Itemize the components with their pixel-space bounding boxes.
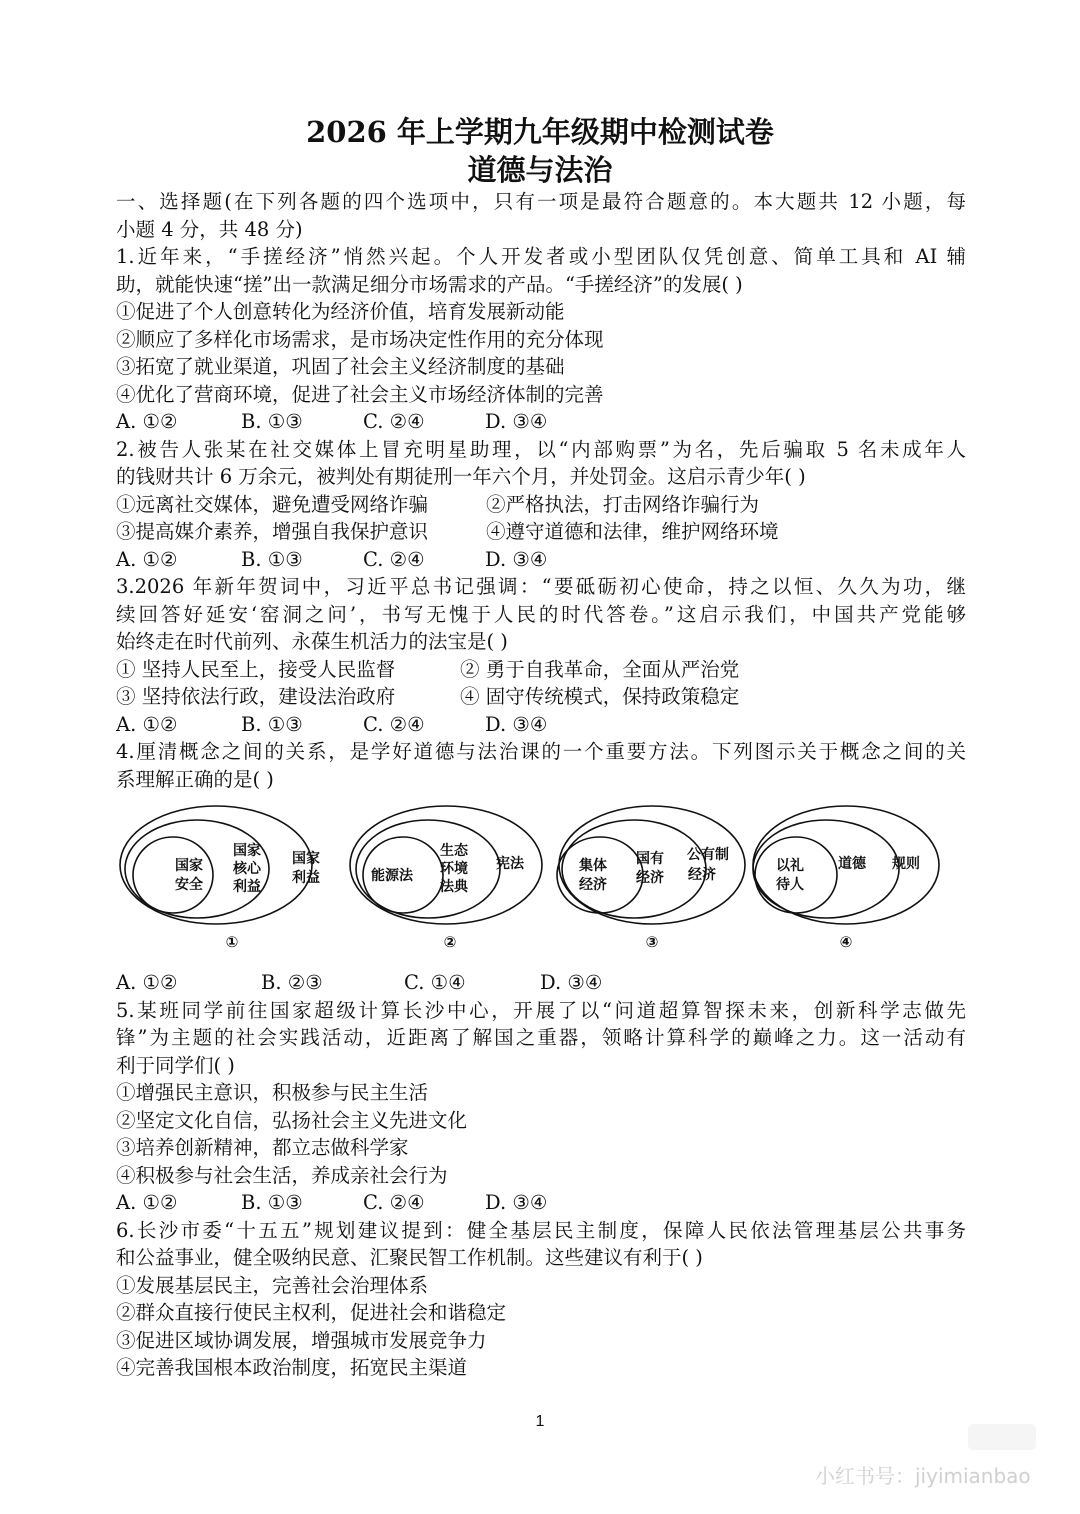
q6-stem-line1: 6.长沙市委“十五五”规划建议提到：健全基层民主制度，保障人民依法管理基层公共事务 [116, 1218, 966, 1242]
q4-option-c: C. ①④ [404, 971, 466, 994]
q4-stem-line2: 系理解正确的是( ) [116, 767, 274, 791]
diagram-2-inner-label-1: 能源法 [371, 868, 413, 884]
q3-statement-3: ③ 坚持依法行政，建设法治政府 [116, 685, 396, 708]
diagram-1-middle-label-2: 核心 [233, 861, 261, 877]
page-number: 1 [535, 1413, 545, 1430]
diagram-2-outer-label-1: 宪法 [496, 856, 524, 872]
q3-stem-line1: 3.2026 年新年贺词中，习近平总书记强调：“要砥砺初心使命，持之以恒、久久为功，继 [116, 575, 966, 598]
diagram-4-number: ④ [839, 933, 853, 951]
diagram-4-middle-ellipse [753, 820, 899, 918]
watermark: 小红书号：jiyimianbao [815, 1464, 1031, 1488]
q2-option-d: D. ③④ [485, 547, 548, 571]
diagram-3-inner-label-2: 经济 [579, 877, 607, 893]
q4-option-a: A. ①② [116, 971, 178, 994]
q5-statement-4: ④积极参与社会生活，养成亲社会行为 [116, 1163, 448, 1187]
q4-stem-line1: 4.厘清概念之间的关系，是学好道德与法治课的一个重要方法。下列图示关于概念之间的关 [116, 740, 966, 763]
q3-stem-line3: 始终走在时代前列、永葆生机活力的法宝是( ) [116, 630, 508, 653]
q1-option-d: D. ③④ [485, 410, 548, 433]
diagram-2 [350, 806, 542, 951]
q4-option-d: D. ③④ [540, 971, 603, 994]
q5-options [116, 1189, 966, 1217]
q5-option-a: A. ①② [116, 1191, 178, 1214]
q2-statement-2: ②严格执法，打击网络诈骗行为 [486, 492, 760, 516]
diagram-4-inner-label-1: 以礼 [776, 858, 804, 874]
diagram-2-middle-label-3: 法典 [440, 879, 468, 895]
diagram-1-middle-label-3: 利益 [233, 879, 261, 895]
section-instruction-line1: 一、选择题(在下列各题的四个选项中，只有一项是最符合题意的。本大题共 12 小题，每 [116, 190, 966, 213]
q5-statement-2: ②坚定文化自信，弘扬社会主义先进文化 [116, 1108, 468, 1132]
q2-options [116, 546, 966, 574]
q2-option-a: A. ①② [116, 547, 178, 571]
q6-statement-3: ③促进区域协调发展，增强城市发展竞争力 [116, 1328, 487, 1352]
q5-stem-line2: 锋”为主题的社会实践活动，近距离了解国之重器，领略计算科学的巅峰之力。这一活动有 [116, 1026, 966, 1049]
q3-stem-line2: 续回答好延安‘窑洞之问’，书写无愧于人民的时代答卷。”这启示我们，中国共产党能够 [116, 602, 966, 626]
diagram-1-outer-label-1: 国家 [292, 851, 320, 867]
section-instruction-line2: 小题 4 分，共 48 分) [116, 217, 303, 241]
subject-title: 道德与法治 [467, 153, 613, 187]
q3-options [116, 711, 966, 739]
q1-options [116, 408, 966, 436]
q1-stem-line1: 1.近年来，“手搓经济”悄然兴起。个人开发者或小型团队仅凭创意、简单工具和 AI 辅 [116, 245, 966, 268]
q3-option-a: A. ①② [116, 712, 178, 736]
diagram-1 [120, 806, 320, 951]
diagram-4-middle-label-1: 道德 [838, 856, 866, 872]
q2-statement-4: ④遵守道德和法律，维护网络环境 [486, 520, 779, 543]
q1-option-a: A. ①② [116, 410, 178, 433]
diagram-1-outer-label-2: 利益 [292, 870, 320, 886]
q5-option-c: C. ②④ [363, 1191, 425, 1214]
q1-statement-2: ②顺应了多样化市场需求，是市场决定性作用的充分体现 [116, 327, 604, 351]
watermark-logo-box [968, 1424, 1036, 1450]
q3-option-c: C. ②④ [363, 712, 425, 736]
diagram-1-number: ① [225, 933, 239, 951]
q4-option-b: B. ②③ [261, 971, 323, 994]
q1-stem-line2: 助，就能快速“搓”出一款满足细分市场需求的产品。“手搓经济”的发展( ) [116, 272, 743, 296]
q3-statement-2: ② 勇于自我革命，全面从严治党 [460, 657, 740, 681]
q5-stem-line1: 5.某班同学前往国家超级计算长沙中心，开展了以“问道超算智探未来，创新科学志做先 [116, 998, 966, 1022]
q2-option-c: C. ②④ [363, 547, 425, 571]
diagram-3-inner-ellipse [557, 837, 643, 913]
q1-option-c: C. ②④ [363, 410, 425, 433]
diagram-3-middle-label-1: 国有 [636, 851, 664, 867]
diagram-4-inner-ellipse [755, 837, 837, 913]
q2-statement-1: ①远离社交媒体，避免遭受网络诈骗 [116, 492, 429, 516]
q1-statement-1: ①促进了个人创意转化为经济价值，培育发展新动能 [116, 300, 565, 323]
q2-statements-row2 [116, 518, 966, 546]
q3-option-b: B. ①③ [241, 712, 303, 736]
diagram-4-outer-label-1: 规则 [892, 856, 920, 872]
q1-statement-3: ③拓宽了就业渠道，巩固了社会主义经济制度的基础 [116, 355, 565, 378]
diagram-2-middle-label-2: 环境 [440, 861, 468, 877]
q5-statement-1: ①增强民主意识，积极参与民主生活 [116, 1081, 429, 1104]
q6-statement-4: ④完善我国根本政治制度，拓宽民主渠道 [116, 1356, 468, 1379]
diagram-2-number: ② [443, 933, 457, 951]
exam-body [116, 188, 966, 1382]
q1-statement-4: ④优化了营商环境，促进了社会主义市场经济体制的完善 [116, 382, 604, 406]
q3-statement-1: ① 坚持人民至上，接受人民监督 [116, 657, 396, 681]
diagram-1-inner-label-1: 国家 [175, 858, 203, 874]
diagram-3-outer-label-2: 经济 [688, 867, 716, 883]
diagram-3-middle-label-2: 经济 [636, 870, 664, 886]
q4-options [116, 969, 966, 997]
q6-stem-line2: 和公益事业，健全吸纳民意、汇聚民智工作机制。这些建议有利于( ) [116, 1246, 703, 1269]
diagram-1-inner-label-2: 安全 [175, 877, 203, 893]
diagram-3-outer-label-1: 公有制 [687, 847, 729, 863]
q2-stem-line2: 的钱财共计 6 万余元，被判处有期徒刑一年六个月，并处罚金。这启示青少年( ) [116, 465, 806, 488]
diagram-1-inner-ellipse [133, 837, 213, 913]
diagram-1-middle-label-1: 国家 [233, 843, 261, 859]
q2-option-b: B. ①③ [241, 547, 303, 571]
exam-title: 2026 年上学期九年级期中检测试卷 [306, 115, 774, 149]
diagram-4-inner-label-2: 待人 [776, 877, 804, 893]
q6-statement-2: ②群众直接行使民主权利，促进社会和谐稳定 [116, 1301, 507, 1324]
q2-statement-3: ③提高媒介素养，增强自我保护意识 [116, 520, 429, 543]
q3-statement-4: ④ 固守传统模式，保持政策稳定 [460, 685, 740, 708]
q3-option-d: D. ③④ [485, 712, 548, 736]
q1-option-b: B. ①③ [241, 410, 303, 433]
diagram-3-number: ③ [645, 933, 659, 951]
q5-option-d: D. ③④ [485, 1191, 548, 1214]
q5-statement-3: ③培养创新精神，都立志做科学家 [116, 1136, 409, 1159]
q3-statements-row2 [116, 683, 966, 711]
q5-option-b: B. ①③ [241, 1191, 303, 1214]
q2-statements-row1 [116, 491, 966, 519]
diagram-4 [753, 806, 939, 951]
q2-stem-line1: 2.被告人张某在社交媒体上冒充明星助理，以“内部购票”为名，先后骗取 5 名未成年人 [116, 437, 966, 461]
concept-diagrams [116, 803, 966, 965]
q6-statement-1: ①发展基层民主，完善社会治理体系 [116, 1273, 429, 1297]
diagram-3-inner-label-1: 集体 [579, 858, 607, 874]
diagram-2-middle-label-1: 生态 [440, 843, 468, 859]
q5-stem-line3: 利于同学们( ) [116, 1053, 235, 1077]
diagram-3 [557, 806, 745, 951]
q3-statements-row1 [116, 656, 966, 684]
